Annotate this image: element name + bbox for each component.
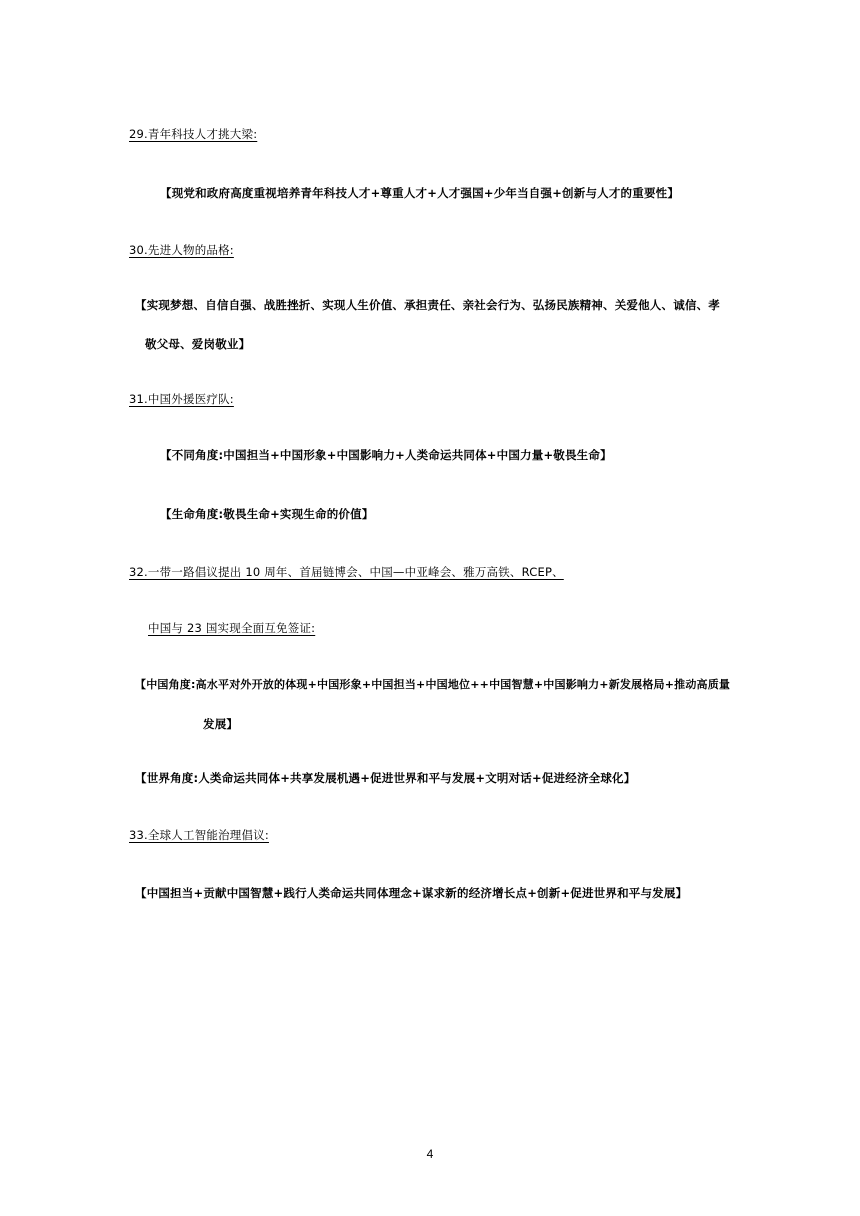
- heading-33: [129, 827, 277, 843]
- s32-line-3: 【世界角度:人类命运共同体+共享发展机遇+促进世界和平与发展+文明对话+促进经济全球化】: [135, 771, 636, 785]
- heading-32-text: 32.一带一路倡议提出 10 周年、首届链博会、中国—中亚峰会、雅万高铁、RCEP、: [129, 565, 564, 579]
- s33-line-1: 【中国担当+贡献中国智慧+践行人类命运共同体理念+谋求新的经济增长点+创新+促进世界和平与发展】: [135, 886, 688, 900]
- page-number: 4: [426, 1147, 434, 1161]
- heading-31-text: 31.中国外援医疗队:: [129, 392, 234, 406]
- s32-line-2: 发展】: [203, 717, 239, 731]
- s30-line-1: 【实现梦想、自信自强、战胜挫折、实现人生价值、承担责任、亲社会行为、弘扬民族精神、关爱他人、诚信、孝: [135, 298, 720, 312]
- heading-31: [129, 391, 242, 407]
- heading-29-text: 29.青年科技人才挑大梁:: [129, 127, 258, 141]
- heading-33-text: 33.全球人工智能治理倡议:: [129, 828, 269, 842]
- heading-32-cont: [148, 620, 323, 636]
- s31-line-2: 【生命角度:敬畏生命+实现生命的价值】: [160, 507, 374, 521]
- heading-32-cont-text: 中国与 23 国实现全面互免签证:: [148, 621, 316, 635]
- s32-line-1: 【中国角度:高水平对外开放的体现+中国形象+中国担当+中国地位++中国智慧+中国影响力+新发展格局+推动高质量: [135, 678, 731, 691]
- s29-line-1: 【现党和政府高度重视培养青年科技人才+尊重人才+人才强国+少年当自强+创新与人才的重要性】: [160, 186, 680, 200]
- heading-30: [129, 242, 242, 258]
- s30-line-2: 敬父母、爱岗敬业】: [145, 337, 251, 351]
- s31-line-1: 【不同角度:中国担当+中国形象+中国影响力+人类命运共同体+中国力量+敬畏生命】: [160, 448, 612, 462]
- heading-32: [129, 564, 572, 580]
- heading-30-text: 30.先进人物的品格:: [129, 243, 234, 257]
- heading-29: [129, 126, 265, 142]
